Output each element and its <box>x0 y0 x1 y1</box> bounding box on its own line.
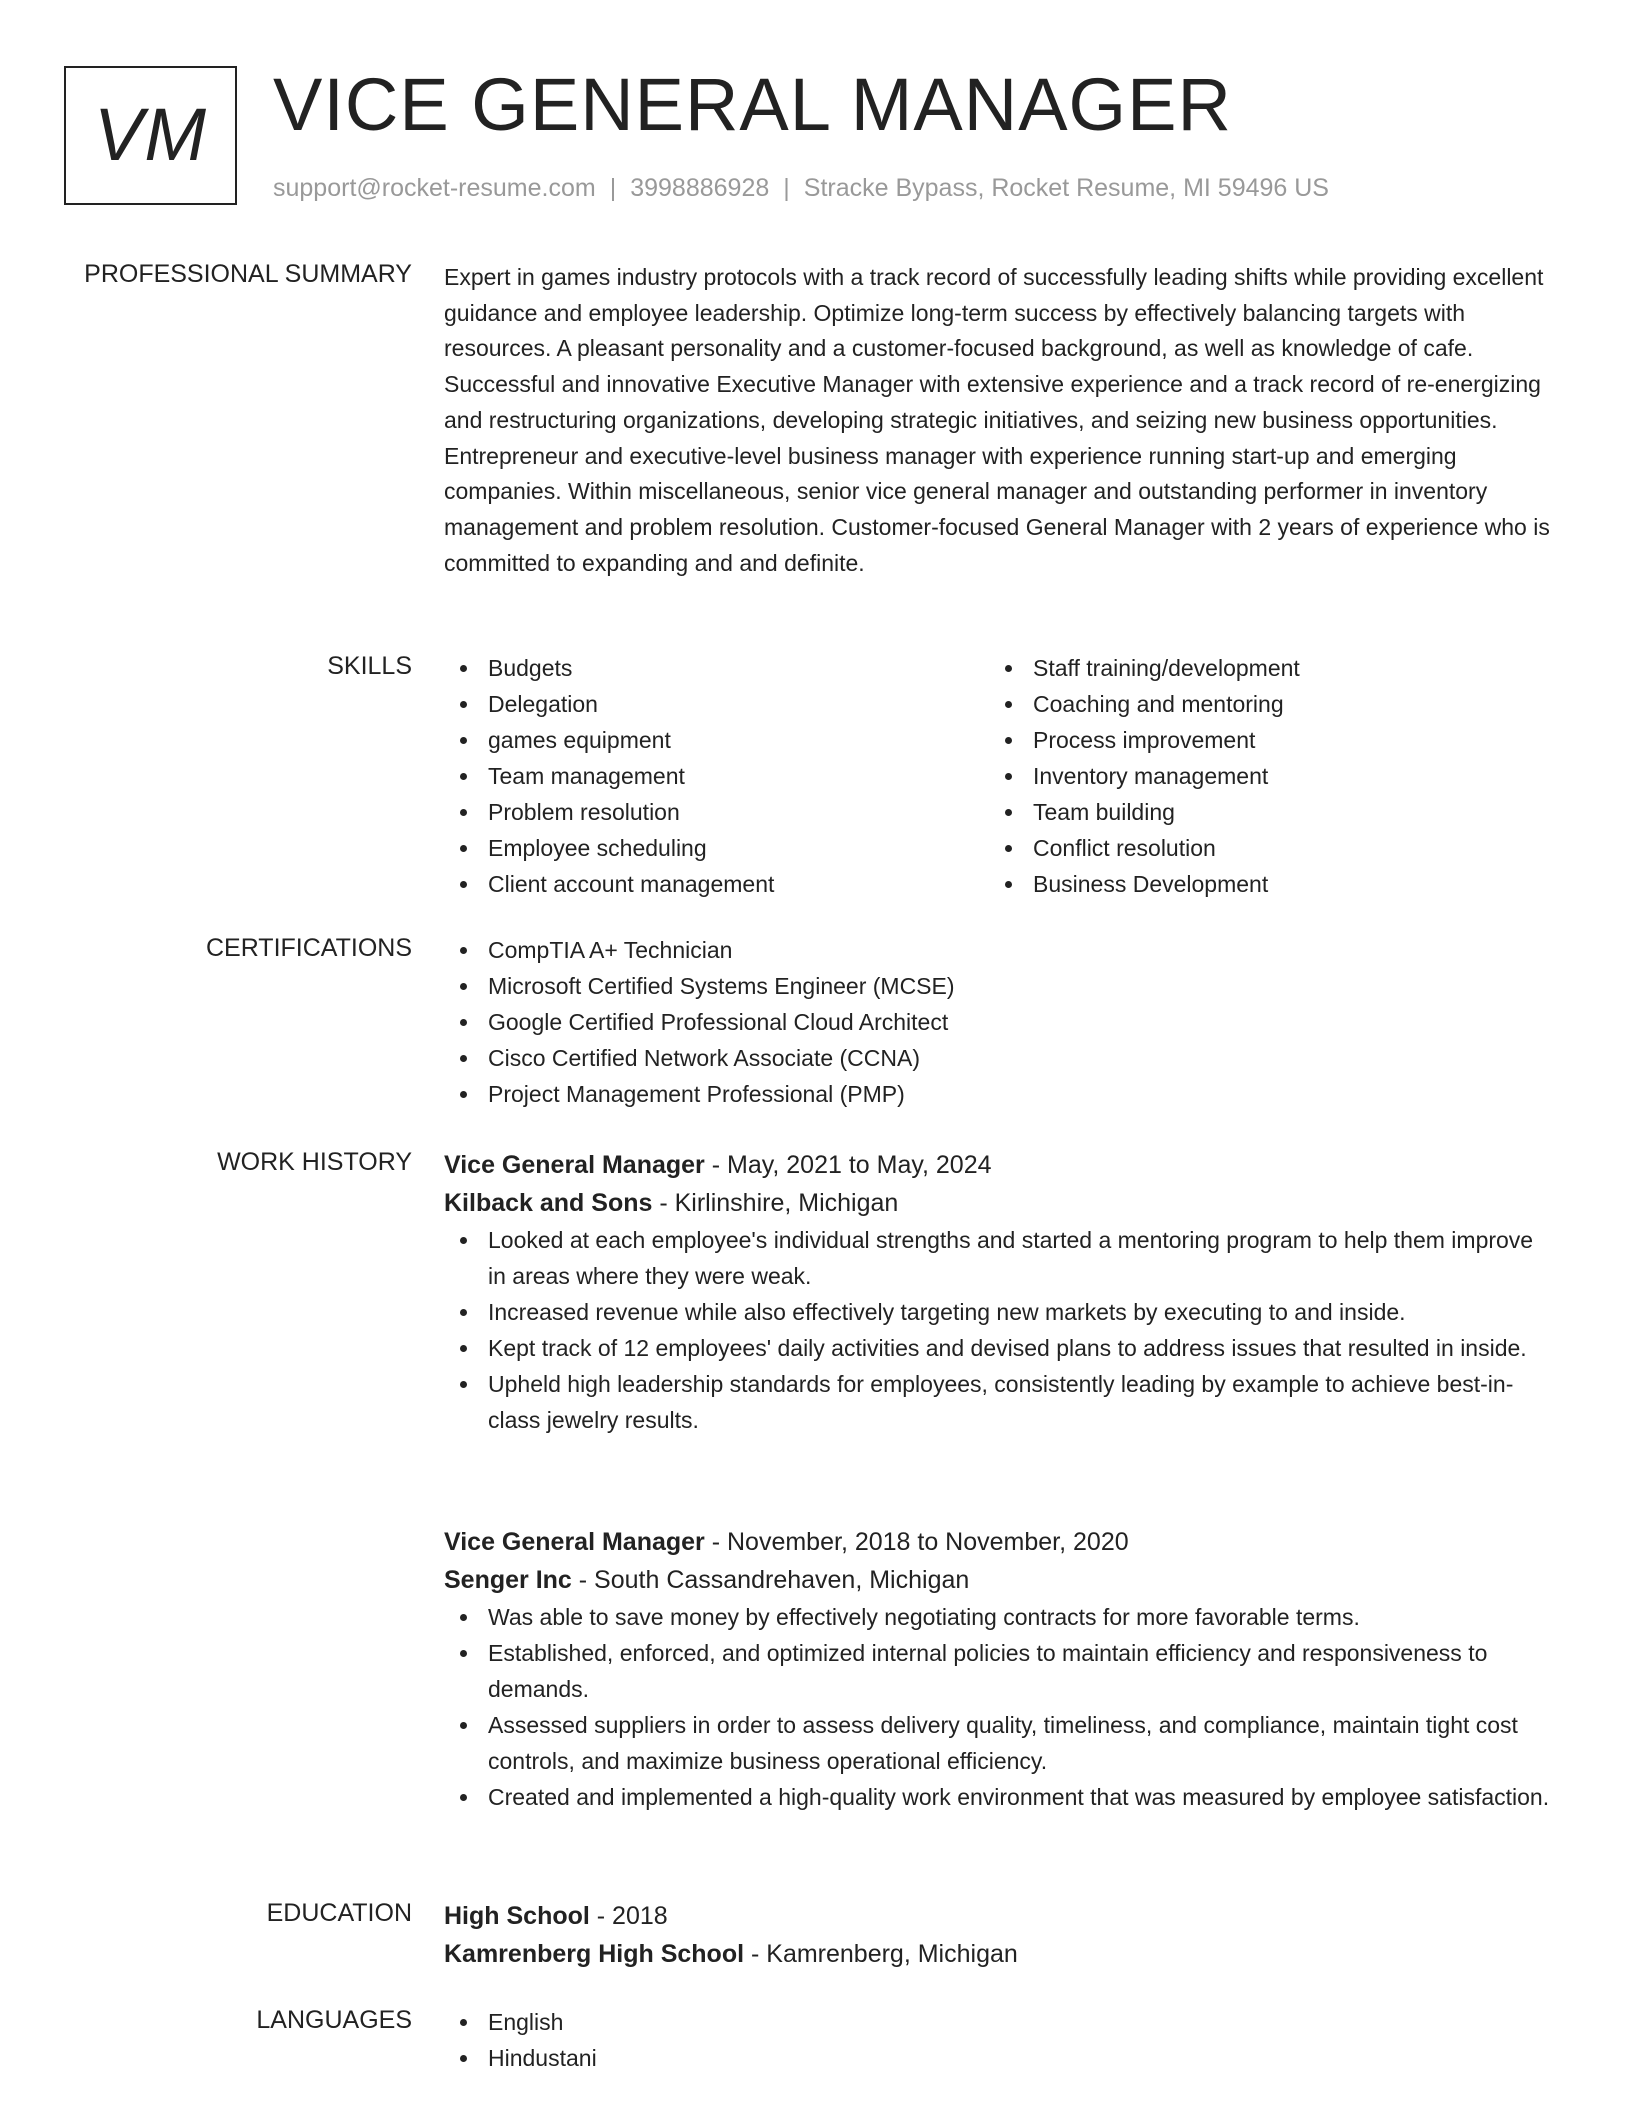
summary-text: Expert in games industry protocols with a track record of successfully leading shifts while providing excellent guidance and employee leadership. Optimize long-term success by effectively balancing targets with resources. A pleasant personality and a customer-focused background, as well as knowledge of cafe. Successful and innovative Executive Manager with extensive experience and a track record of re-energizing and restructuring organizations, developing strategic initiatives, and seizing new business opportunities. Entrepreneur and executive-level business manager with experience running start-up and emerging companies. Within miscellaneous, senior vice general manager and outstanding performer in inventory management and problem resolution. Customer-focused General Manager with 2 years of experience who is committed to expanding and and definite. <box>444 264 1550 576</box>
job-bullet: Established, enforced, and optimized internal policies to maintain efficiency and responsiveness to demands. <box>444 1635 1556 1707</box>
work-history-body-2 <box>444 1523 1556 1815</box>
section-title-work-history: WORK HISTORY <box>217 1148 412 1176</box>
certification-item: Cisco Certified Network Associate (CCNA) <box>444 1040 1556 1076</box>
skill-item: Conflict resolution <box>989 830 1534 866</box>
skill-item: Coaching and mentoring <box>989 686 1534 722</box>
job-dates: - November, 2018 to November, 2020 <box>704 1528 1129 1556</box>
resume-name: VICE GENERAL MANAGER <box>273 63 1232 146</box>
job-dates: - May, 2021 to May, 2024 <box>704 1151 992 1179</box>
section-title-education: EDUCATION <box>266 1899 412 1927</box>
certifications-list <box>444 932 1556 1112</box>
resume-header <box>64 63 1564 216</box>
job-bullet: Was able to save money by effectively negotiating contracts for more favorable terms. <box>444 1599 1556 1635</box>
job-bullet: Assessed suppliers in order to assess delivery quality, timeliness, and compliance, maintain tight cost controls, and maximize business operational efficiency. <box>444 1707 1556 1779</box>
summary-body <box>444 260 1556 581</box>
skills-list-right <box>989 650 1534 902</box>
certification-item: Microsoft Certified Systems Engineer (MCSE) <box>444 968 1556 1004</box>
certification-item: Google Certified Professional Cloud Architect <box>444 1004 1556 1040</box>
skill-item: Process improvement <box>989 722 1534 758</box>
job-bullet: Upheld high leadership standards for employees, consistently leading by example to achieve best-in-class jewelry results. <box>444 1366 1556 1438</box>
language-item: Hindustani <box>444 2040 1556 2076</box>
skills-body <box>444 650 1556 902</box>
languages-list <box>444 2004 1556 2076</box>
job-entry <box>444 1523 1556 1815</box>
skill-item: Business Development <box>989 866 1534 902</box>
job-role-line <box>444 1523 1556 1561</box>
section-title-languages: LANGUAGES <box>256 2006 412 2034</box>
contact-line <box>273 172 1329 204</box>
education-school-line <box>444 1935 1556 1973</box>
certification-item: CompTIA A+ Technician <box>444 932 1556 968</box>
skills-list-left <box>444 650 989 902</box>
job-role: Vice General Manager <box>444 1151 705 1179</box>
languages-body <box>444 2004 1556 2076</box>
contact-email[interactable]: support@rocket-resume.com <box>273 174 596 202</box>
job-bullets <box>444 1599 1556 1815</box>
certifications-body <box>444 932 1556 1112</box>
contact-separator: | <box>609 174 617 202</box>
job-entry <box>444 1146 1556 1438</box>
job-company: Senger Inc <box>444 1566 572 1594</box>
skill-item: Inventory management <box>989 758 1534 794</box>
job-bullet: Looked at each employee's individual strengths and started a mentoring program to help them improve in areas where they were weak. <box>444 1222 1556 1294</box>
job-company-line <box>444 1184 1556 1222</box>
skill-item: Staff training/development <box>989 650 1534 686</box>
job-location: - Kirlinshire, Michigan <box>652 1189 899 1217</box>
job-company-line <box>444 1561 1556 1599</box>
work-history-body <box>444 1146 1556 1438</box>
education-degree: High School <box>444 1902 590 1930</box>
skill-item: games equipment <box>444 722 989 758</box>
contact-separator: | <box>783 174 790 202</box>
skill-item: Budgets <box>444 650 989 686</box>
skill-item: Team building <box>989 794 1534 830</box>
skill-item: Employee scheduling <box>444 830 989 866</box>
skill-item: Client account management <box>444 866 989 902</box>
job-role: Vice General Manager <box>444 1528 705 1556</box>
skill-item: Team management <box>444 758 989 794</box>
job-bullet: Kept track of 12 employees' daily activities and devised plans to address issues that resulted in inside. <box>444 1330 1556 1366</box>
certification-item: Project Management Professional (PMP) <box>444 1076 1556 1112</box>
contact-address: Stracke Bypass, Rocket Resume, MI 59496 US <box>803 174 1329 202</box>
education-degree-line <box>444 1897 1556 1935</box>
section-title-skills: SKILLS <box>327 652 412 680</box>
contact-phone[interactable]: 3998886928 <box>630 174 770 202</box>
job-bullet: Increased revenue while also effectively targeting new markets by executing to and inside. <box>444 1294 1556 1330</box>
education-school: Kamrenberg High School <box>444 1940 745 1968</box>
monogram-initials: VM <box>94 93 207 176</box>
job-company: Kilback and Sons <box>444 1189 653 1217</box>
skill-item: Delegation <box>444 686 989 722</box>
monogram-box <box>64 66 237 205</box>
education-location: - Kamrenberg, Michigan <box>744 1940 1018 1968</box>
language-item: English <box>444 2004 1556 2040</box>
job-role-line <box>444 1146 1556 1184</box>
education-year: - 2018 <box>589 1902 668 1930</box>
job-bullets <box>444 1222 1556 1438</box>
section-title-certifications: CERTIFICATIONS <box>205 934 412 962</box>
skill-item: Problem resolution <box>444 794 989 830</box>
section-title-summary: PROFESSIONAL SUMMARY <box>84 260 412 288</box>
job-bullet: Created and implemented a high-quality work environment that was measured by employee satisfaction. <box>444 1779 1556 1815</box>
job-location: - South Cassandrehaven, Michigan <box>571 1566 970 1594</box>
education-body <box>444 1897 1556 1973</box>
